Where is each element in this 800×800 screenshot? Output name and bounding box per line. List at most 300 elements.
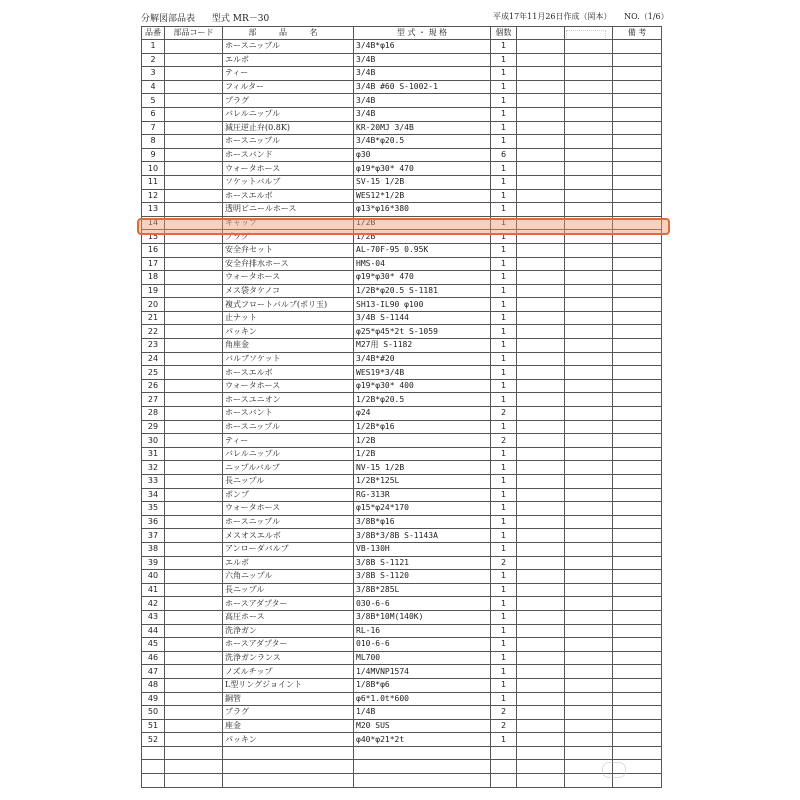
cell-blank: [565, 311, 613, 325]
cell-name: ニップルバルブ: [223, 461, 354, 475]
cell-blank: [565, 162, 613, 176]
cell-blank: [517, 135, 565, 149]
cell-blank: [565, 461, 613, 475]
doc-title: 分解図部品表: [141, 14, 196, 24]
cell-remarks: [613, 434, 662, 448]
cell-blank: [517, 597, 565, 611]
cell-spec: 3/4B*φ16: [354, 40, 491, 54]
table-row: [142, 665, 662, 679]
cell-remarks: [613, 53, 662, 67]
cell-spec: 1/2B*φ16: [354, 420, 491, 434]
cell-code: [165, 475, 223, 489]
cell-spec: WES19*3/4B: [354, 366, 491, 380]
cell-spec: SH13-IL90 φ100: [354, 298, 491, 312]
cell-name: 洗浄ガンランス: [223, 651, 354, 665]
cell-blank: [565, 284, 613, 298]
cell-no: 45: [142, 638, 165, 652]
table-row: [142, 203, 662, 217]
cell-empty: [165, 774, 223, 788]
cell-remarks: [613, 94, 662, 108]
cell-qty: 1: [491, 583, 517, 597]
cell-remarks: [613, 461, 662, 475]
table-row: [142, 107, 662, 121]
cell-qty: 1: [491, 230, 517, 244]
table-row: [142, 434, 662, 448]
cell-remarks: [613, 216, 662, 230]
cell-remarks: [613, 325, 662, 339]
cell-qty: 1: [491, 40, 517, 54]
table-row: [142, 148, 662, 162]
cell-no: 2: [142, 53, 165, 67]
cell-qty: 1: [491, 325, 517, 339]
table-body: [142, 40, 662, 788]
cell-spec: 3/4B*#20: [354, 352, 491, 366]
header-left: [141, 11, 283, 24]
cell-spec: 1/2B: [354, 230, 491, 244]
table-row: [142, 189, 662, 203]
cell-qty: 6: [491, 148, 517, 162]
cell-spec: φ19*φ30* 400: [354, 379, 491, 393]
cell-qty: 1: [491, 284, 517, 298]
cell-remarks: [613, 447, 662, 461]
cell-qty: 1: [491, 107, 517, 121]
cell-spec: 3/4B: [354, 67, 491, 81]
cell-code: [165, 339, 223, 353]
cell-no: 44: [142, 624, 165, 638]
cell-blank: [517, 284, 565, 298]
cell-blank: [517, 339, 565, 353]
cell-blank: [565, 719, 613, 733]
cell-name: ホースニップル: [223, 420, 354, 434]
cell-name: ソケットバルブ: [223, 175, 354, 189]
cell-remarks: [613, 597, 662, 611]
cell-spec: 3/8B S-1121: [354, 556, 491, 570]
cell-qty: 1: [491, 393, 517, 407]
cell-blank: [565, 121, 613, 135]
cell-spec: φ13*φ16*380: [354, 203, 491, 217]
cell-blank: [565, 243, 613, 257]
model-label: 型式 MR－30: [211, 14, 270, 24]
cell-remarks: [613, 529, 662, 543]
cell-remarks: [613, 107, 662, 121]
cell-qty: 1: [491, 257, 517, 271]
cell-remarks: [613, 502, 662, 516]
table-row-empty: [142, 760, 662, 774]
cell-no: 43: [142, 610, 165, 624]
cell-blank: [517, 352, 565, 366]
cell-name: メスオスエルボ: [223, 529, 354, 543]
table-header-row: [142, 27, 662, 40]
header-right: [493, 11, 679, 22]
cell-qty: 1: [491, 311, 517, 325]
cell-no: 52: [142, 733, 165, 747]
created-date: 平成17年11月26日作成（岡本）: [493, 12, 612, 21]
cell-qty: 1: [491, 189, 517, 203]
cell-name: ホースニップル: [223, 515, 354, 529]
cell-spec: φ40*φ21*2t: [354, 733, 491, 747]
cell-remarks: [613, 271, 662, 285]
cell-name: アンローダバルブ: [223, 542, 354, 556]
cell-blank: [565, 651, 613, 665]
cell-remarks: [613, 366, 662, 380]
cell-qty: 1: [491, 420, 517, 434]
cell-no: 49: [142, 692, 165, 706]
cell-qty: 1: [491, 53, 517, 67]
cell-no: 28: [142, 407, 165, 421]
cell-qty: 2: [491, 407, 517, 421]
cell-name: ホースアダプター: [223, 597, 354, 611]
table-row: [142, 515, 662, 529]
cell-name: 透明ビニールホース: [223, 203, 354, 217]
cell-remarks: [613, 420, 662, 434]
cell-no: 33: [142, 475, 165, 489]
cell-blank: [517, 40, 565, 54]
cell-blank: [517, 420, 565, 434]
cell-no: 16: [142, 243, 165, 257]
cell-code: [165, 597, 223, 611]
cell-blank: [565, 542, 613, 556]
cell-no: 19: [142, 284, 165, 298]
table-row: [142, 352, 662, 366]
cell-blank: [565, 597, 613, 611]
cell-code: [165, 352, 223, 366]
cell-no: 25: [142, 366, 165, 380]
cell-spec: 3/8B S-1120: [354, 570, 491, 584]
cell-blank: [565, 733, 613, 747]
cell-no: 41: [142, 583, 165, 597]
cell-code: [165, 719, 223, 733]
cell-no: 21: [142, 311, 165, 325]
cell-blank: [517, 610, 565, 624]
cell-spec: φ30: [354, 148, 491, 162]
stamp-mark: [602, 762, 626, 778]
col-no: 品番: [142, 27, 165, 40]
cell-code: [165, 461, 223, 475]
cell-code: [165, 502, 223, 516]
cell-no: 46: [142, 651, 165, 665]
cell-empty: [565, 746, 613, 760]
cell-empty: [517, 760, 565, 774]
cell-blank: [517, 175, 565, 189]
table-row-empty: [142, 746, 662, 760]
cell-no: 10: [142, 162, 165, 176]
cell-spec: 3/4B S-1144: [354, 311, 491, 325]
cell-remarks: [613, 339, 662, 353]
cell-blank: [565, 298, 613, 312]
cell-qty: 1: [491, 203, 517, 217]
table-row: [142, 502, 662, 516]
cell-remarks: [613, 230, 662, 244]
cell-qty: 1: [491, 529, 517, 543]
cell-qty: 1: [491, 135, 517, 149]
cell-blank: [565, 379, 613, 393]
cell-spec: VB-130H: [354, 542, 491, 556]
cell-blank: [517, 94, 565, 108]
cell-remarks: [613, 67, 662, 81]
cell-code: [165, 175, 223, 189]
cell-spec: 3/4B #60 S-1002-1: [354, 80, 491, 94]
cell-name: 高圧ホース: [223, 610, 354, 624]
cell-no: 5: [142, 94, 165, 108]
cell-blank: [517, 271, 565, 285]
table-row: [142, 121, 662, 135]
cell-empty: [354, 746, 491, 760]
cell-name: パッキン: [223, 733, 354, 747]
cell-name: 安全弁排水ホース: [223, 257, 354, 271]
cell-remarks: [613, 135, 662, 149]
cell-qty: 1: [491, 461, 517, 475]
cell-spec: ML700: [354, 651, 491, 665]
cell-spec: 3/4B: [354, 94, 491, 108]
cell-qty: 1: [491, 665, 517, 679]
cell-empty: [142, 774, 165, 788]
cell-name: バルブソケット: [223, 352, 354, 366]
table-row: [142, 583, 662, 597]
cell-blank: [565, 488, 613, 502]
cell-blank: [565, 189, 613, 203]
cell-blank: [565, 216, 613, 230]
cell-blank: [565, 420, 613, 434]
table-row: [142, 325, 662, 339]
cell-qty: 1: [491, 692, 517, 706]
cell-blank: [517, 488, 565, 502]
cell-empty: [165, 760, 223, 774]
cell-no: 48: [142, 678, 165, 692]
cell-code: [165, 692, 223, 706]
cell-blank: [517, 461, 565, 475]
cell-blank: [565, 135, 613, 149]
cell-blank: [517, 529, 565, 543]
table-row: [142, 556, 662, 570]
table-row: [142, 162, 662, 176]
cell-blank: [517, 583, 565, 597]
cell-code: [165, 243, 223, 257]
cell-name: ホースニップル: [223, 40, 354, 54]
cell-code: [165, 325, 223, 339]
cell-no: 36: [142, 515, 165, 529]
cell-code: [165, 651, 223, 665]
cell-blank: [565, 175, 613, 189]
table-row: [142, 40, 662, 54]
cell-code: [165, 624, 223, 638]
cell-blank: [517, 407, 565, 421]
cell-spec: 1/4MVNP1574: [354, 665, 491, 679]
table-row: [142, 597, 662, 611]
cell-name: バレルニップル: [223, 447, 354, 461]
cell-blank: [517, 393, 565, 407]
cell-no: 7: [142, 121, 165, 135]
table-row: [142, 53, 662, 67]
cell-qty: 1: [491, 610, 517, 624]
cell-qty: 1: [491, 733, 517, 747]
cell-code: [165, 121, 223, 135]
cell-blank: [517, 243, 565, 257]
cell-no: 14: [142, 216, 165, 230]
cell-qty: 1: [491, 379, 517, 393]
table-row: [142, 175, 662, 189]
table-row: [142, 719, 662, 733]
cell-no: 13: [142, 203, 165, 217]
cell-remarks: [613, 175, 662, 189]
cell-remarks: [613, 638, 662, 652]
table-row: [142, 624, 662, 638]
cell-remarks: [613, 121, 662, 135]
cell-qty: 1: [491, 67, 517, 81]
cell-name: 座金: [223, 719, 354, 733]
cell-blank: [565, 624, 613, 638]
table-row: [142, 339, 662, 353]
cell-no: 11: [142, 175, 165, 189]
cell-no: 6: [142, 107, 165, 121]
cell-spec: φ25*φ45*2t S-1059: [354, 325, 491, 339]
cell-blank: [517, 325, 565, 339]
cell-name: 洗浄ガン: [223, 624, 354, 638]
cell-remarks: [613, 243, 662, 257]
cell-blank: [517, 230, 565, 244]
cell-remarks: [613, 733, 662, 747]
cell-name: 止ナット: [223, 311, 354, 325]
cell-spec: RL-16: [354, 624, 491, 638]
cell-name: 六角ニップル: [223, 570, 354, 584]
cell-blank: [517, 638, 565, 652]
cell-blank: [517, 216, 565, 230]
cell-name: 銅管: [223, 692, 354, 706]
cell-blank: [565, 570, 613, 584]
cell-spec: M20 SUS: [354, 719, 491, 733]
cell-spec: φ6*1.0t*600: [354, 692, 491, 706]
cell-name: ポンプ: [223, 488, 354, 502]
cell-code: [165, 529, 223, 543]
cell-qty: 1: [491, 597, 517, 611]
cell-no: 1: [142, 40, 165, 54]
cell-code: [165, 80, 223, 94]
cell-no: 18: [142, 271, 165, 285]
cell-no: 9: [142, 148, 165, 162]
cell-qty: 1: [491, 366, 517, 380]
col-qty: 個数: [491, 27, 517, 40]
cell-blank: [517, 189, 565, 203]
cell-no: 15: [142, 230, 165, 244]
cell-remarks: [613, 624, 662, 638]
table-row: [142, 135, 662, 149]
cell-blank: [517, 148, 565, 162]
cell-name: ウォータホース: [223, 502, 354, 516]
cell-spec: φ15*φ24*170: [354, 502, 491, 516]
cell-name: キャップ: [223, 216, 354, 230]
cell-name: エルボ: [223, 53, 354, 67]
cell-no: 17: [142, 257, 165, 271]
cell-blank: [517, 379, 565, 393]
cell-qty: 1: [491, 515, 517, 529]
cell-code: [165, 94, 223, 108]
page-number: NO.（1/6）: [624, 12, 669, 21]
cell-blank: [565, 678, 613, 692]
cell-code: [165, 570, 223, 584]
cell-empty: [223, 774, 354, 788]
cell-remarks: [613, 665, 662, 679]
cell-code: [165, 284, 223, 298]
table-row: [142, 488, 662, 502]
cell-code: [165, 230, 223, 244]
cell-blank: [565, 638, 613, 652]
cell-blank: [517, 665, 565, 679]
cell-blank: [565, 339, 613, 353]
cell-code: [165, 67, 223, 81]
cell-code: [165, 271, 223, 285]
cell-code: [165, 515, 223, 529]
cell-blank: [517, 570, 565, 584]
cell-name: フィルター: [223, 80, 354, 94]
cell-blank: [517, 162, 565, 176]
cell-name: ホースユニオン: [223, 393, 354, 407]
cell-remarks: [613, 352, 662, 366]
cell-spec: 1/2B*φ20.5: [354, 393, 491, 407]
cell-blank: [517, 719, 565, 733]
cell-empty: [491, 746, 517, 760]
cell-remarks: [613, 311, 662, 325]
table-row: [142, 420, 662, 434]
cell-spec: RG-313R: [354, 488, 491, 502]
cell-remarks: [613, 80, 662, 94]
table-row: [142, 67, 662, 81]
cell-qty: 1: [491, 447, 517, 461]
cell-spec: AL-70F-95 0.95K: [354, 243, 491, 257]
cell-qty: 2: [491, 556, 517, 570]
cell-spec: 1/2B: [354, 447, 491, 461]
cell-empty: [491, 774, 517, 788]
cell-blank: [517, 121, 565, 135]
cell-code: [165, 189, 223, 203]
cell-qty: 1: [491, 298, 517, 312]
cell-name: L型リングジョイント: [223, 678, 354, 692]
cell-code: [165, 162, 223, 176]
cell-blank: [565, 366, 613, 380]
cell-no: 29: [142, 420, 165, 434]
table-row-empty: [142, 774, 662, 788]
table-row: [142, 257, 662, 271]
cell-qty: 1: [491, 678, 517, 692]
cell-blank: [517, 203, 565, 217]
cell-name: ウォータホース: [223, 379, 354, 393]
cell-spec: KR-20MJ 3/4B: [354, 121, 491, 135]
cell-code: [165, 556, 223, 570]
cell-code: [165, 311, 223, 325]
cell-empty: [142, 746, 165, 760]
table-row: [142, 94, 662, 108]
cell-name: ティー: [223, 434, 354, 448]
cell-no: 40: [142, 570, 165, 584]
cell-blank: [517, 434, 565, 448]
cell-spec: 3/8B*3/8B S-1143A: [354, 529, 491, 543]
cell-code: [165, 53, 223, 67]
cell-code: [165, 733, 223, 747]
cell-blank: [565, 67, 613, 81]
cell-code: [165, 434, 223, 448]
table-row: [142, 243, 662, 257]
cell-no: 12: [142, 189, 165, 203]
cell-spec: WES12*1/2B: [354, 189, 491, 203]
cell-blank: [517, 311, 565, 325]
cell-name: ティー: [223, 67, 354, 81]
cell-empty: [223, 760, 354, 774]
cell-name: ノズルチップ: [223, 665, 354, 679]
cell-blank: [517, 366, 565, 380]
cell-blank: [565, 665, 613, 679]
cell-blank: [517, 257, 565, 271]
cell-blank: [517, 624, 565, 638]
cell-empty: [354, 774, 491, 788]
cell-code: [165, 638, 223, 652]
